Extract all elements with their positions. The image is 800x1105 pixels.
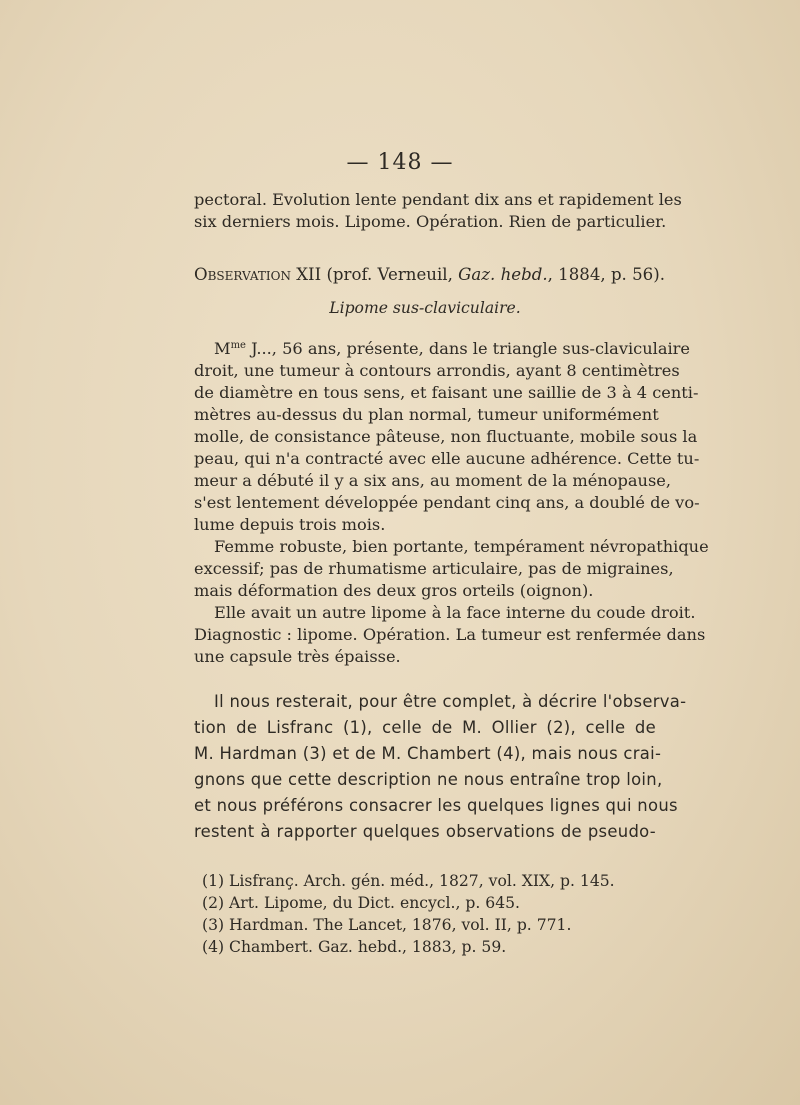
text-line: mètres au-dessus du plan normal, tumeur uniformément bbox=[194, 405, 659, 424]
observation-title bbox=[194, 264, 665, 286]
text-line: molle, de consistance pâteuse, non fluctuante, mobile sous la bbox=[194, 427, 698, 446]
text-line: droit, une tumeur à contours arrondis, ayant 8 centimètres bbox=[194, 361, 680, 380]
text-line: Femme robuste, bien portante, tempérament névropathique bbox=[214, 537, 709, 556]
text-line: Diagnostic : lipome. Opération. La tumeur est renfermée dans bbox=[194, 625, 706, 644]
text-line: lume depuis trois mois. bbox=[194, 515, 386, 534]
text-line: Il nous resterait, pour être complet, à décrire l'observa- bbox=[214, 692, 687, 711]
text-line: et nous préférons consacrer les quelques lignes qui nous bbox=[194, 796, 678, 815]
footnote: (1) Lisfranç. Arch. gén. méd., 1827, vol. XIX, p. 145. bbox=[202, 872, 615, 890]
text-line: six derniers mois. Lipome. Opération. Rien de particulier. bbox=[194, 212, 667, 231]
text-line: s'est lentement développée pendant cinq ans, a doublé de vo- bbox=[194, 493, 700, 512]
footnote: (3) Hardman. The Lancet, 1876, vol. II, p. 771. bbox=[202, 916, 572, 934]
footnote: (2) Art. Lipome, du Dict. encycl., p. 645. bbox=[202, 894, 520, 912]
observation-citation: , 1884, p. 56). bbox=[547, 265, 665, 284]
title-prefix: M bbox=[214, 339, 231, 358]
text-line: restent à rapporter quelques observations de pseudo- bbox=[194, 822, 656, 841]
page-number: — 148 — bbox=[346, 150, 454, 175]
case-first-line bbox=[194, 338, 690, 360]
observation-subtitle: Lipome sus-claviculaire. bbox=[329, 299, 521, 317]
text-line: peau, qui n'a contracté avec elle aucune adhérence. Cette tu- bbox=[194, 449, 700, 468]
text-line: Elle avait un autre lipome à la face interne du coude droit. bbox=[214, 603, 696, 622]
text-line: meur a débuté il y a six ans, au moment de la ménopause, bbox=[194, 471, 671, 490]
text-line: de diamètre en tous sens, et faisant une saillie de 3 à 4 centi- bbox=[194, 383, 699, 402]
journal-name: Gaz. hebd. bbox=[458, 265, 548, 284]
text-line: M. Hardman (3) et de M. Chambert (4), mais nous crai- bbox=[194, 744, 662, 763]
text-line: pectoral. Evolution lente pendant dix ans et rapidement les bbox=[194, 190, 682, 209]
footnote: (4) Chambert. Gaz. hebd., 1883, p. 59. bbox=[202, 938, 507, 956]
text-line: excessif; pas de rhumatisme articulaire, pas de migraines, bbox=[194, 559, 674, 578]
text-line: gnons que cette description ne nous entraîne trop loin, bbox=[194, 770, 663, 789]
title-superscript: me bbox=[230, 340, 246, 351]
text-line: tion de Lisfranc (1), celle de M. Ollier (2), celle de bbox=[194, 718, 656, 737]
observation-label: Observation bbox=[194, 265, 291, 284]
observation-text: XII (prof. Verneuil, bbox=[290, 265, 459, 284]
text-line: mais déformation des deux gros orteils (oignon). bbox=[194, 581, 594, 600]
text-line: une capsule très épaisse. bbox=[194, 647, 401, 666]
case-first-line-text: J..., 56 ans, présente, dans le triangle sus-claviculaire bbox=[245, 339, 690, 358]
